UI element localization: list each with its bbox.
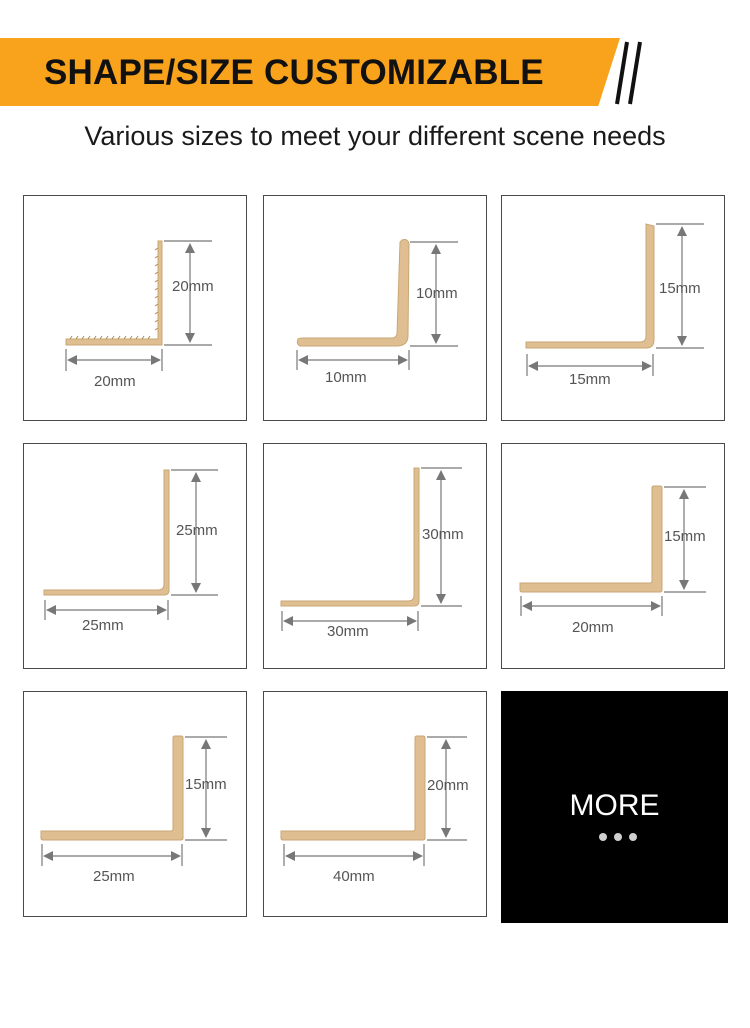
angle-profile-drawing: [264, 444, 488, 670]
angle-profile-shape: [281, 736, 425, 840]
width-dimension-line: [297, 350, 409, 370]
width-label: 15mm: [569, 371, 611, 388]
width-dimension-line: [42, 844, 182, 866]
profile-card[interactable]: [263, 691, 487, 917]
angle-profile-shape: [44, 470, 169, 595]
width-label: 10mm: [325, 369, 367, 386]
profile-card[interactable]: [501, 195, 725, 421]
height-label: 15mm: [659, 280, 701, 297]
angle-profile-drawing: [24, 196, 248, 422]
height-label: 15mm: [185, 776, 227, 793]
profile-card[interactable]: [263, 195, 487, 421]
angle-profile-shape: [526, 224, 654, 348]
angle-profile-drawing: [24, 692, 248, 924]
profile-card[interactable]: [23, 443, 247, 669]
ellipsis-dots-icon: [598, 831, 638, 843]
angle-profile-shape: [520, 486, 662, 592]
width-label: 20mm: [94, 373, 136, 390]
width-label: 30mm: [327, 623, 369, 640]
more-label: MORE: [569, 789, 660, 822]
width-label: 25mm: [93, 868, 135, 885]
angle-profile-drawing: [264, 196, 488, 422]
profile-card[interactable]: [23, 195, 247, 421]
profile-card[interactable]: [263, 443, 487, 669]
height-label: 25mm: [176, 522, 218, 539]
width-label: 40mm: [333, 868, 375, 885]
page-subtitle: Various sizes to meet your different scene needs: [84, 121, 666, 151]
angle-profile-shape: [297, 240, 409, 347]
double-slash-icon: [612, 38, 652, 108]
more-button[interactable]: [501, 691, 728, 923]
width-dimension-line: [521, 596, 662, 616]
width-dimension-line: [66, 349, 162, 371]
width-dimension-line: [284, 844, 424, 866]
serration-marks: [70, 248, 158, 339]
angle-profile-drawing: [502, 444, 726, 670]
angle-profile-shape: [281, 468, 419, 606]
height-label: 20mm: [427, 777, 469, 794]
angle-profile-drawing: [264, 692, 488, 924]
height-label: 15mm: [664, 528, 706, 545]
width-label: 25mm: [82, 617, 124, 634]
page-title: SHAPE/SIZE CUSTOMIZABLE: [44, 53, 544, 92]
angle-profile-drawing: [502, 196, 726, 422]
profile-card[interactable]: [23, 691, 247, 917]
angle-profile-shape: [66, 241, 162, 345]
profile-card[interactable]: [501, 443, 725, 669]
height-label: 20mm: [172, 278, 214, 295]
height-label: 30mm: [422, 526, 464, 543]
angle-profile-shape: [41, 736, 183, 840]
angle-profile-drawing: [24, 444, 248, 670]
height-label: 10mm: [416, 285, 458, 302]
width-label: 20mm: [572, 619, 614, 636]
